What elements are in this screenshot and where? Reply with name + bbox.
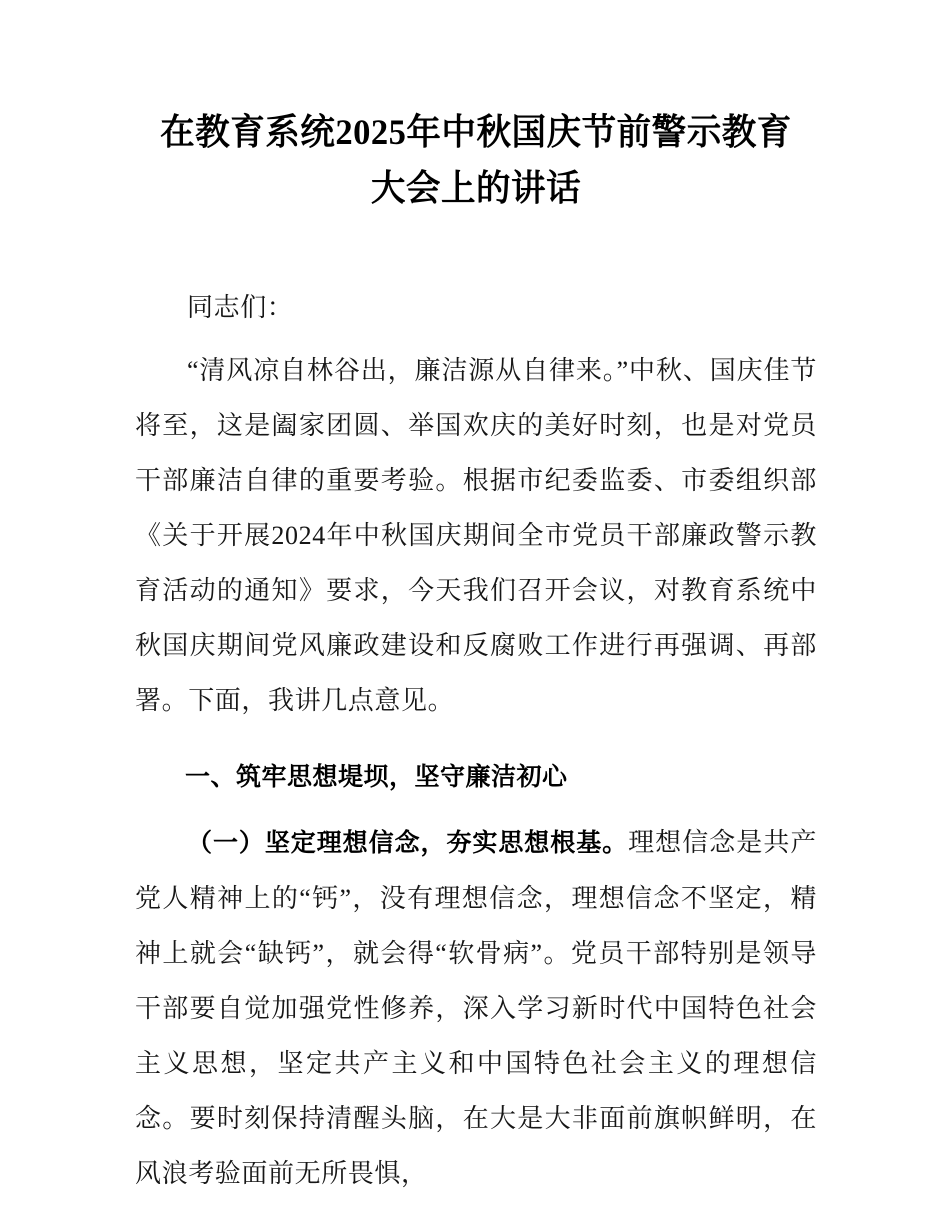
opening-paragraph: “清风凉自林谷出，廉洁源从自律来。”中秋、国庆佳节将至，这是阖家团圆、举国欢庆的美好时刻，也是对党员干部廉洁自律的重要考验。根据市纪委监委、市委组织部《关于开展2024年中秋国庆期间全市党员干部廉政警示教育活动的通知》要求，今天我们召开会议，对教育系统中秋国庆期间党风廉政建设和反腐败工作进行再强调、再部署。下面，我讲几点意见。	[135, 356, 817, 715]
subsection-one-body: 理想信念是共产党人精神上的“钙”，没有理想信念，理想信念不坚定，精神上就会“缺钙”，就会得“软骨病”。党员干部特别是领导干部要自觉加强党性修养，深入学习新时代中国特色社会主义思想，坚定共产主义和中国特色社会主义的理想信念。要时刻保持清醒头脑，在大是大非面前旗帜鲜明，在风浪考验面前无所畏惧，	[135, 828, 817, 1188]
subsection-one-lead: （一）坚定理想信念，夯实思想根基。	[187, 829, 629, 857]
document-content	[135, 0, 817, 1201]
salutation: 同志们：	[187, 293, 294, 322]
page-title: 在教育系统2025年中秋国庆节前警示教育大会上的讲话	[160, 112, 792, 208]
section-heading-one: 一、筑牢思想堤坝，坚守廉洁初心	[185, 763, 568, 791]
subsection-one	[135, 805, 817, 1201]
